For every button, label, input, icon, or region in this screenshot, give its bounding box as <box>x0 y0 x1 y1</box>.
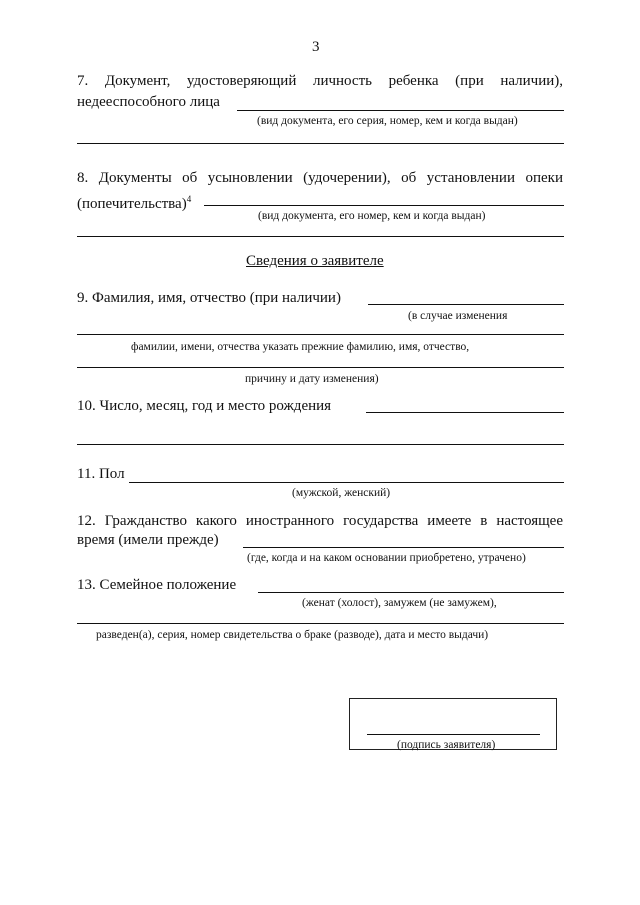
item9-caption1: (в случае изменения <box>408 310 508 322</box>
item8-field-1[interactable] <box>204 205 564 206</box>
item9-field-2[interactable] <box>77 334 564 335</box>
item8-line2: (попечительства)$^4$ <box>77 194 192 212</box>
item12-line2: время (имели прежде) <box>77 532 219 548</box>
item9-caption3: причину и дату изменения) <box>245 373 379 385</box>
item8-caption: (вид документа, его номер, кем и когда выдан) <box>258 210 486 222</box>
item11-label: 11. Пол <box>77 466 125 482</box>
item7-field-1[interactable] <box>237 110 564 111</box>
signature-caption: (подпись заявителя) <box>397 739 496 751</box>
item9-label: 9. Фамилия, имя, отчество (при наличии) <box>77 290 341 306</box>
signature-field[interactable] <box>367 734 540 735</box>
item12-field[interactable] <box>243 547 564 548</box>
item8-footnote: 4 <box>186 194 192 204</box>
item9-field-3[interactable] <box>77 367 564 368</box>
item13-label: 13. Семейное положение <box>77 577 237 593</box>
item7-line1: 7. Документ, удостоверяющий личность ребенка (при наличии), <box>77 73 563 89</box>
item13-field-1[interactable] <box>258 592 564 593</box>
item7-field-2[interactable] <box>77 143 564 144</box>
item8-field-2[interactable] <box>77 236 564 237</box>
item13-caption1: (женат (холост), замужем (не замужем), <box>302 597 497 609</box>
item10-label: 10. Число, месяц, год и место рождения <box>77 398 332 414</box>
item13-caption2: разведен(а), серия, номер свидетельства о браке (разводе), дата и место выдачи) <box>96 629 489 641</box>
item8-line1: 8. Документы об усыновлении (удочерении), об установлении опеки <box>77 170 563 186</box>
item11-field[interactable] <box>129 482 564 483</box>
item12-caption: (где, когда и на каком основании приобретено, утрачено) <box>247 552 526 564</box>
item10-field-1[interactable] <box>366 412 564 413</box>
section-title: Сведения о заявителе <box>246 253 384 269</box>
item9-caption2: фамилии, имени, отчества указать прежние фамилию, имя, отчество, <box>131 341 470 353</box>
page-number: 3 <box>312 39 320 55</box>
item7-line2: недееспособного лица <box>77 94 220 110</box>
item7-caption: (вид документа, его серия, номер, кем и когда выдан) <box>257 115 518 127</box>
item10-field-2[interactable] <box>77 444 564 445</box>
item9-field-1[interactable] <box>368 304 564 305</box>
item12-line1: 12. Гражданство какого иностранного государства имеете в настоящее <box>77 513 563 529</box>
item13-field-2[interactable] <box>77 623 564 624</box>
item11-caption: (мужской, женский) <box>292 487 391 499</box>
